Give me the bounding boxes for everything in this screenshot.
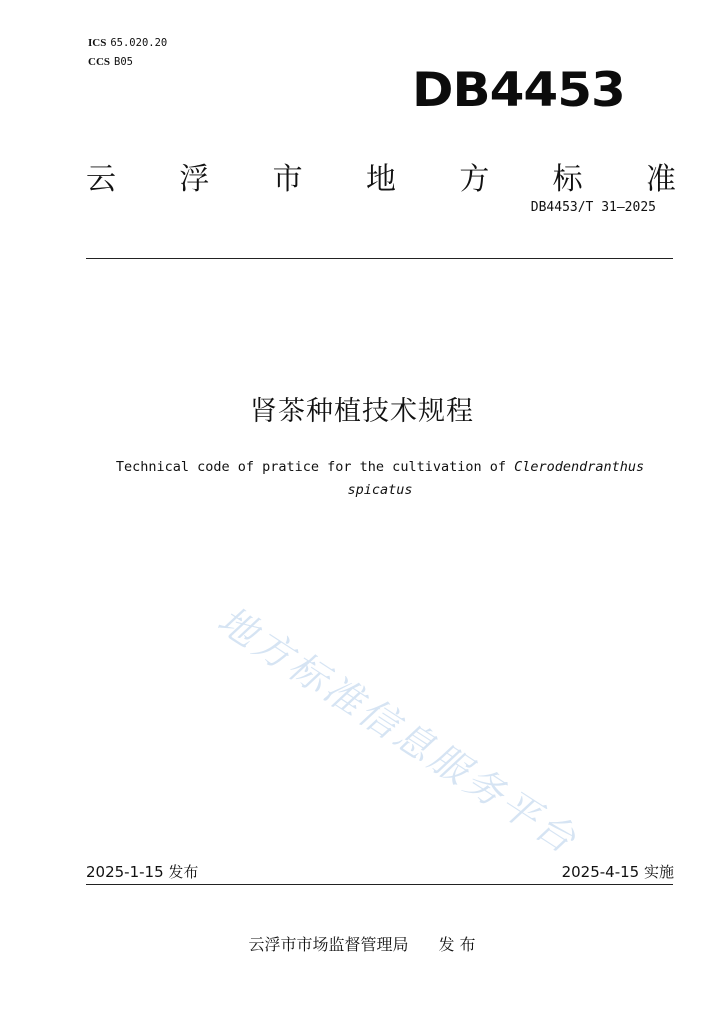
standard-type-char: 准	[645, 162, 676, 197]
ccs-label: CCS	[88, 56, 111, 68]
standard-type-char: 地	[365, 162, 396, 197]
document-title-chinese: 肾茶种植技术规程	[250, 396, 474, 427]
issue-date: 2025-1-15 发布	[86, 863, 199, 881]
bottom-divider	[86, 884, 673, 885]
standard-type-heading	[86, 160, 676, 200]
standard-type-char: 浮	[179, 162, 210, 197]
standard-number: DB4453/T 31—2025	[530, 200, 656, 215]
issuer-name: 云浮市市场监督管理局	[248, 935, 409, 954]
ics-label: ICS	[88, 37, 107, 49]
watermark: 地方标准信息服务平台	[209, 597, 587, 864]
standard-type-char: 云	[86, 162, 116, 197]
standard-type-char: 标	[552, 162, 583, 197]
implementation-date: 2025-4-15 实施	[561, 863, 674, 881]
ccs-value: B05	[114, 56, 133, 68]
top-divider	[86, 258, 673, 259]
ics-value: 65.020.20	[110, 37, 168, 49]
issuer-action: 发 布	[438, 935, 476, 954]
standard-logo: DB4453	[412, 62, 625, 118]
title-english-main: Technical code of pratice for the cultivation of	[115, 459, 515, 475]
ics-code	[88, 36, 167, 50]
title-english-species: Clerodendranthus spicatus	[347, 459, 645, 498]
ccs-code	[88, 55, 133, 69]
standard-type-char: 方	[459, 162, 490, 197]
document-title-english	[90, 456, 670, 502]
issuer-line	[0, 934, 724, 956]
standard-type-char: 市	[272, 162, 303, 197]
